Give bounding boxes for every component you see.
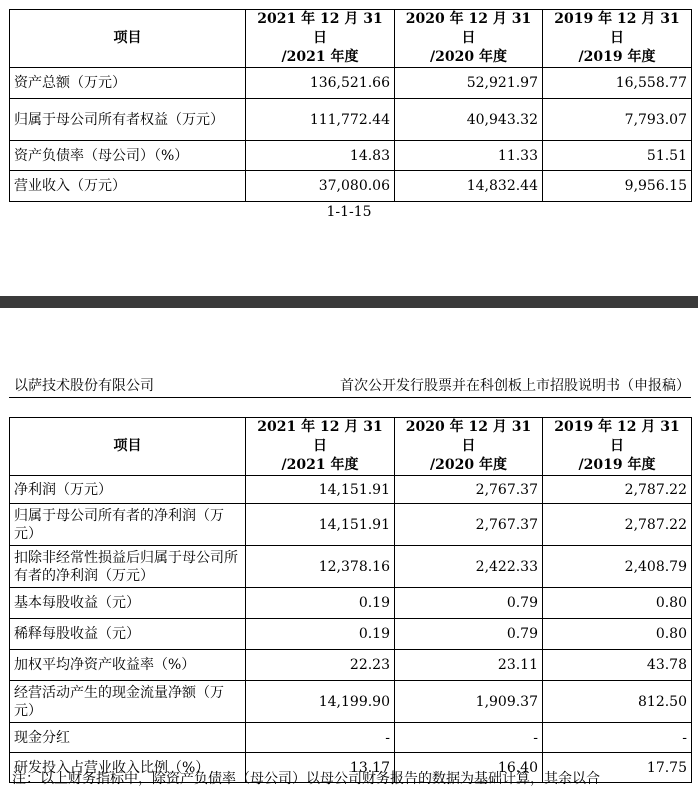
value-2020: 2,767.37 bbox=[395, 504, 543, 546]
row-label: 现金分红 bbox=[10, 723, 246, 753]
table-row bbox=[10, 504, 692, 546]
table-row bbox=[10, 650, 692, 681]
row-label: 营业收入（万元） bbox=[10, 171, 246, 202]
value-2020: 16.40 bbox=[395, 753, 543, 783]
value-2020: - bbox=[395, 723, 543, 753]
financial-table-balance bbox=[9, 9, 692, 202]
value-2020: 2,422.33 bbox=[395, 546, 543, 588]
value-2019: 51.51 bbox=[543, 141, 692, 171]
value-2021: 37,080.06 bbox=[246, 171, 395, 202]
value-2021: 12,378.16 bbox=[246, 546, 395, 588]
financial-table-income bbox=[9, 417, 692, 783]
page-number: 1-1-15 bbox=[326, 204, 372, 220]
header-2021: 2021 年 12 月 31 日 /2021 年度 bbox=[246, 418, 395, 476]
row-label: 资产负债率（母公司）（%） bbox=[10, 141, 246, 171]
row-label: 净利润（万元） bbox=[10, 476, 246, 504]
footnote: 注：以上财务指标中，除资产负债率（母公司）以母公司财务报告的数据为基础计算，其余以合 bbox=[12, 771, 600, 787]
value-2020: 11.33 bbox=[395, 141, 543, 171]
value-2019: 0.80 bbox=[543, 588, 692, 619]
value-2019: 9,956.15 bbox=[543, 171, 692, 202]
row-label: 加权平均净资产收益率（%） bbox=[10, 650, 246, 681]
value-2020: 0.79 bbox=[395, 588, 543, 619]
page-break-bar bbox=[0, 296, 698, 308]
value-2021: 111,772.44 bbox=[246, 99, 395, 141]
table-row bbox=[10, 681, 692, 723]
table-row bbox=[10, 171, 692, 202]
table-row bbox=[10, 99, 692, 141]
value-2019: 7,793.07 bbox=[543, 99, 692, 141]
value-2021: 0.19 bbox=[246, 619, 395, 650]
value-2019: 0.80 bbox=[543, 619, 692, 650]
row-label: 扣除非经常性损益后归属于母公司所有者的净利润（万元） bbox=[10, 546, 246, 588]
value-2021: 136,521.66 bbox=[246, 68, 395, 99]
value-2020: 14,832.44 bbox=[395, 171, 543, 202]
table-row bbox=[10, 619, 692, 650]
header-2020: 2020 年 12 月 31 日 /2020 年度 bbox=[395, 418, 543, 476]
table-row bbox=[10, 723, 692, 753]
value-2021: 22.23 bbox=[246, 650, 395, 681]
header-2021: 2021 年 12 月 31 日 /2021 年度 bbox=[246, 10, 395, 68]
table-row bbox=[10, 546, 692, 588]
header-2019: 2019 年 12 月 31 日 /2019 年度 bbox=[543, 10, 692, 68]
table-row bbox=[10, 588, 692, 619]
value-2021: 14,199.90 bbox=[246, 681, 395, 723]
value-2021: 0.19 bbox=[246, 588, 395, 619]
value-2020: 1,909.37 bbox=[395, 681, 543, 723]
value-2020: 23.11 bbox=[395, 650, 543, 681]
table-header-row bbox=[10, 10, 692, 68]
value-2020: 0.79 bbox=[395, 619, 543, 650]
header-2019: 2019 年 12 月 31 日 /2019 年度 bbox=[543, 418, 692, 476]
row-label: 归属于母公司所有者权益（万元） bbox=[10, 99, 246, 141]
value-2019: 17.75 bbox=[543, 753, 692, 783]
value-2020: 52,921.97 bbox=[395, 68, 543, 99]
row-label: 基本每股收益（元） bbox=[10, 588, 246, 619]
value-2019: 2,787.22 bbox=[543, 476, 692, 504]
header-2020: 2020 年 12 月 31 日 /2020 年度 bbox=[395, 10, 543, 68]
value-2020: 40,943.32 bbox=[395, 99, 543, 141]
row-label: 研发投入占营业收入比例（%） bbox=[10, 753, 246, 783]
row-label: 资产总额（万元） bbox=[10, 68, 246, 99]
row-label: 稀释每股收益（元） bbox=[10, 619, 246, 650]
value-2021: 13.17 bbox=[246, 753, 395, 783]
value-2021: 14,151.91 bbox=[246, 476, 395, 504]
row-label: 经营活动产生的现金流量净额（万元） bbox=[10, 681, 246, 723]
value-2021: 14,151.91 bbox=[246, 504, 395, 546]
value-2021: 14.83 bbox=[246, 141, 395, 171]
value-2020: 2,767.37 bbox=[395, 476, 543, 504]
value-2019: 2,408.79 bbox=[543, 546, 692, 588]
row-label: 归属于母公司所有者的净利润（万元） bbox=[10, 504, 246, 546]
value-2019: - bbox=[543, 723, 692, 753]
value-2019: 16,558.77 bbox=[543, 68, 692, 99]
table-row bbox=[10, 476, 692, 504]
table-row bbox=[10, 68, 692, 99]
table-row bbox=[10, 141, 692, 171]
document-title: 首次公开发行股票并在科创板上市招股说明书（申报稿） bbox=[340, 378, 690, 394]
value-2019: 43.78 bbox=[543, 650, 692, 681]
company-name: 以萨技术股份有限公司 bbox=[14, 378, 154, 394]
table-header-row bbox=[10, 418, 692, 476]
value-2019: 812.50 bbox=[543, 681, 692, 723]
header-item: 项目 bbox=[10, 10, 246, 68]
value-2021: - bbox=[246, 723, 395, 753]
header-item: 项目 bbox=[10, 418, 246, 476]
header-divider bbox=[9, 397, 691, 398]
value-2019: 2,787.22 bbox=[543, 504, 692, 546]
